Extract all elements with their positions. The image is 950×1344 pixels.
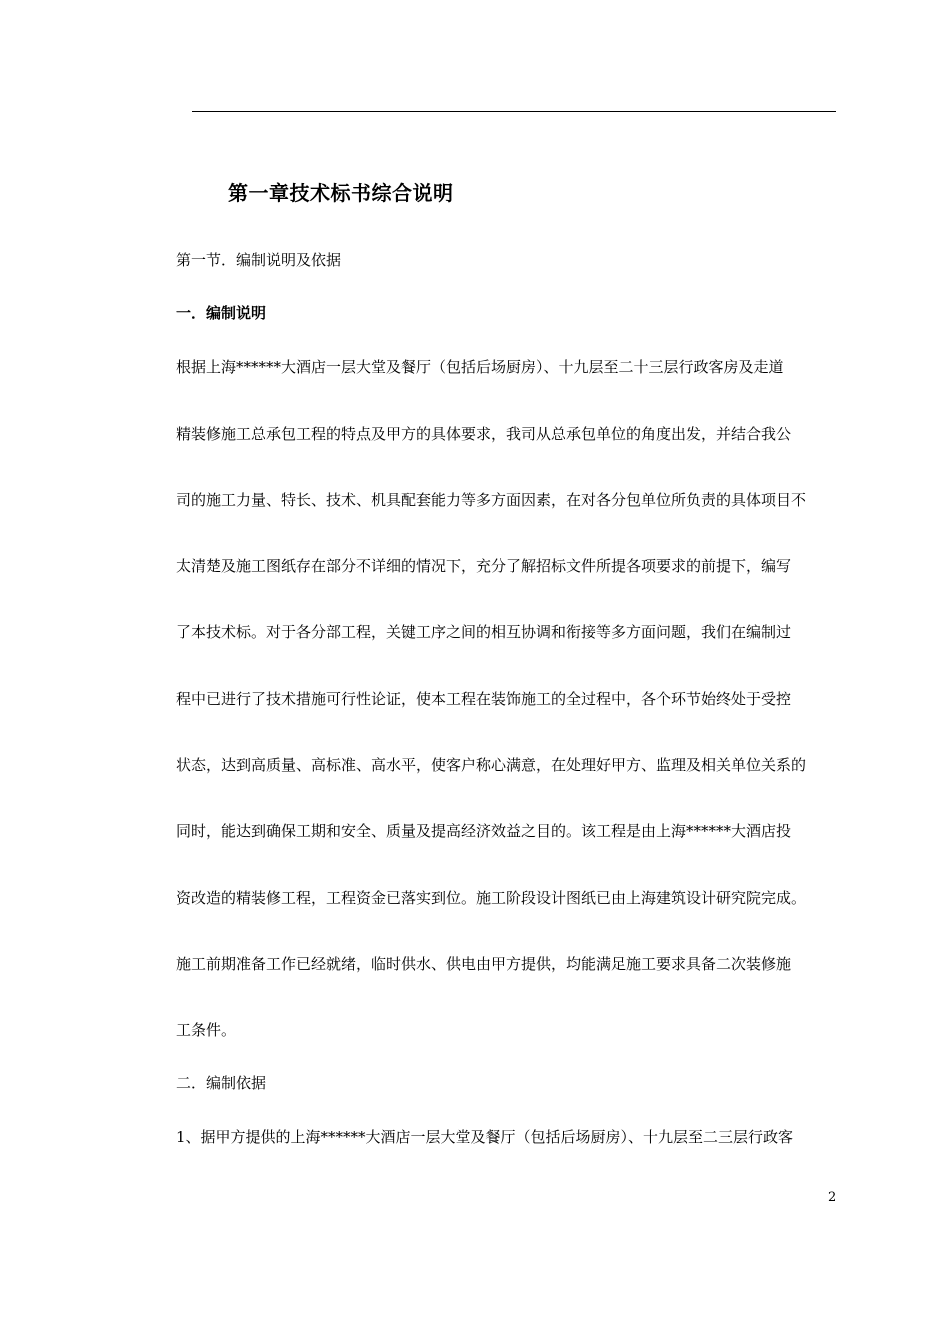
paragraph-line-6: 程中已进行了技术措施可行性论证，使本工程在装饰施工的全过程中，各个环节始终处于受控 bbox=[176, 690, 792, 708]
chapter-title: 第一章技术标书综合说明 bbox=[228, 181, 454, 205]
subsection-heading-compilation-notes: 一．编制说明 bbox=[176, 304, 267, 322]
paragraph-line-1: 根据上海******大酒店一层大堂及餐厅（包括后场厨房）、十九层至二十三层行政客房及走道 bbox=[176, 358, 784, 376]
subsection-heading-compilation-basis: 二．编制依据 bbox=[176, 1074, 267, 1092]
paragraph-line-3: 司的施工力量、特长、技术、机具配套能力等多方面因素，在对各分包单位所负责的具体项目不 bbox=[176, 491, 807, 509]
header-rule bbox=[192, 111, 836, 112]
paragraph-line-2: 精装修施工总承包工程的特点及甲方的具体要求，我司从总承包单位的角度出发，并结合我公 bbox=[176, 425, 792, 443]
paragraph-line-7: 状态，达到高质量、高标准、高水平，使客户称心满意，在处理好甲方、监理及相关单位关系的 bbox=[176, 756, 807, 774]
section-title: 第一节．编制说明及依据 bbox=[176, 251, 342, 269]
paragraph-line-10: 施工前期准备工作已经就绪，临时供水、供电由甲方提供，均能满足施工要求具备二次装修施 bbox=[176, 955, 792, 973]
paragraph-line-9: 资改造的精装修工程，工程资金已落实到位。施工阶段设计图纸已由上海建筑设计研究院完成。 bbox=[176, 889, 807, 907]
basis-item-1: 1、据甲方提供的上海******大酒店一层大堂及餐厅（包括后场厨房）、十九层至二三层行政客 bbox=[176, 1128, 794, 1146]
paragraph-line-4: 太清楚及施工图纸存在部分不详细的情况下，充分了解招标文件所提各项要求的前提下，编写 bbox=[176, 557, 792, 575]
page-number: 2 bbox=[828, 1190, 837, 1205]
paragraph-line-11: 工条件。 bbox=[176, 1021, 237, 1039]
paragraph-line-5: 了本技术标。对于各分部工程，关键工序之间的相互协调和衔接等多方面问题，我们在编制过 bbox=[176, 623, 792, 641]
paragraph-line-8: 同时，能达到确保工期和安全、质量及提高经济效益之目的。该工程是由上海******大酒店投 bbox=[176, 822, 792, 840]
